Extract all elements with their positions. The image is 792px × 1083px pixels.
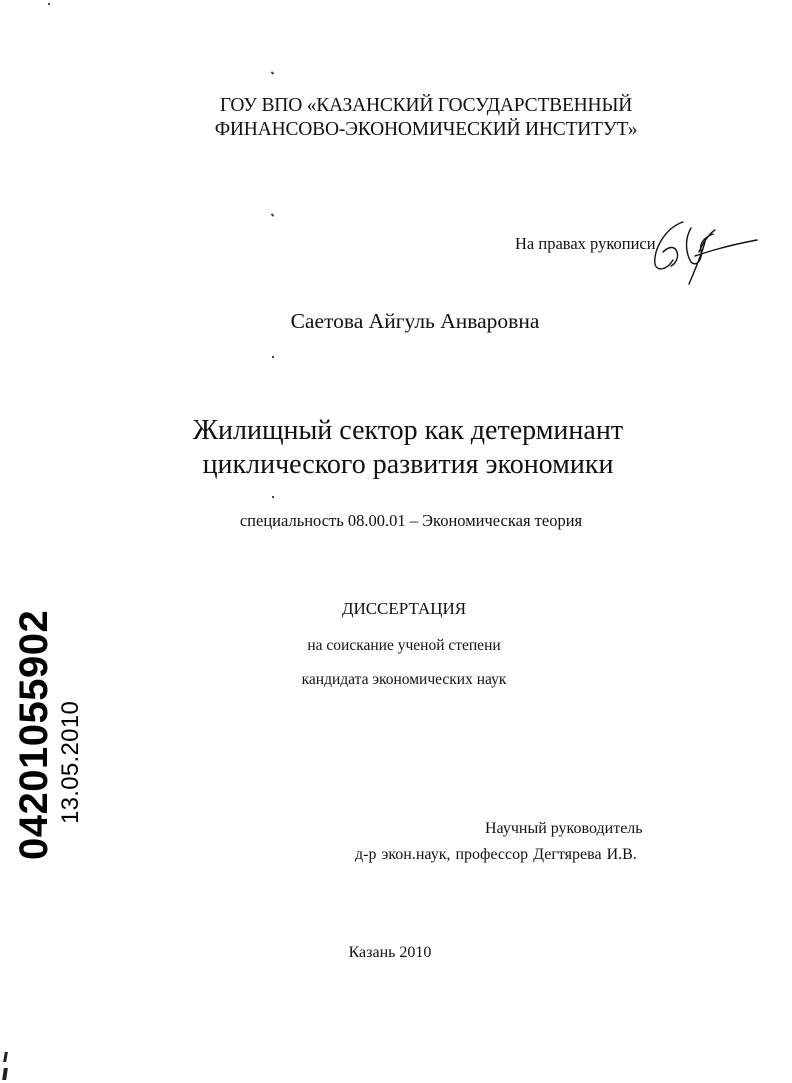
institution-line-1: ГОУ ВПО «КАЗАНСКИЙ ГОСУДАРСТВЕННЫЙ: [219, 95, 633, 116]
scan-mark: [272, 356, 274, 358]
dissertation-title-line-2: циклического развития экономики: [202, 449, 614, 480]
author-name: Саетова Айгуль Анваровна: [290, 309, 540, 333]
supervisor-label: Научный руководитель: [485, 820, 643, 837]
degree-line-2: кандидата экономических наук: [301, 671, 507, 688]
institution-line-2: ФИНАНСОВО-ЭКОНОМИЧЕСКИЙ ИНСТИТУТ»: [214, 119, 638, 140]
degree-line-1: на соискание ученой степени: [307, 637, 501, 654]
manuscript-rights: На правах рукописи: [515, 234, 656, 253]
signature: [645, 212, 765, 292]
city-year: Казань 2010: [348, 944, 432, 961]
supervisor-name: д-р экон.наук, профессор Дегтярева И.В.: [355, 846, 637, 863]
scan-mark: [272, 496, 274, 498]
scan-mark: [48, 3, 50, 5]
scan-mark: [271, 213, 275, 217]
dissertation-title-line-1: Жилищный сектор как детерминант: [192, 415, 624, 446]
scan-edge-mark: [2, 1068, 8, 1080]
specialty: специальность 08.00.01 – Экономическая теория: [239, 511, 583, 530]
stamp-number: 04201055902: [12, 609, 56, 860]
archive-stamp: [8, 609, 88, 862]
stamp-date: 13.05.2010: [57, 700, 84, 824]
scan-mark: [271, 71, 275, 75]
document-type: ДИССЕРТАЦИЯ: [341, 599, 467, 618]
scan-edge-mark: [3, 1052, 8, 1062]
